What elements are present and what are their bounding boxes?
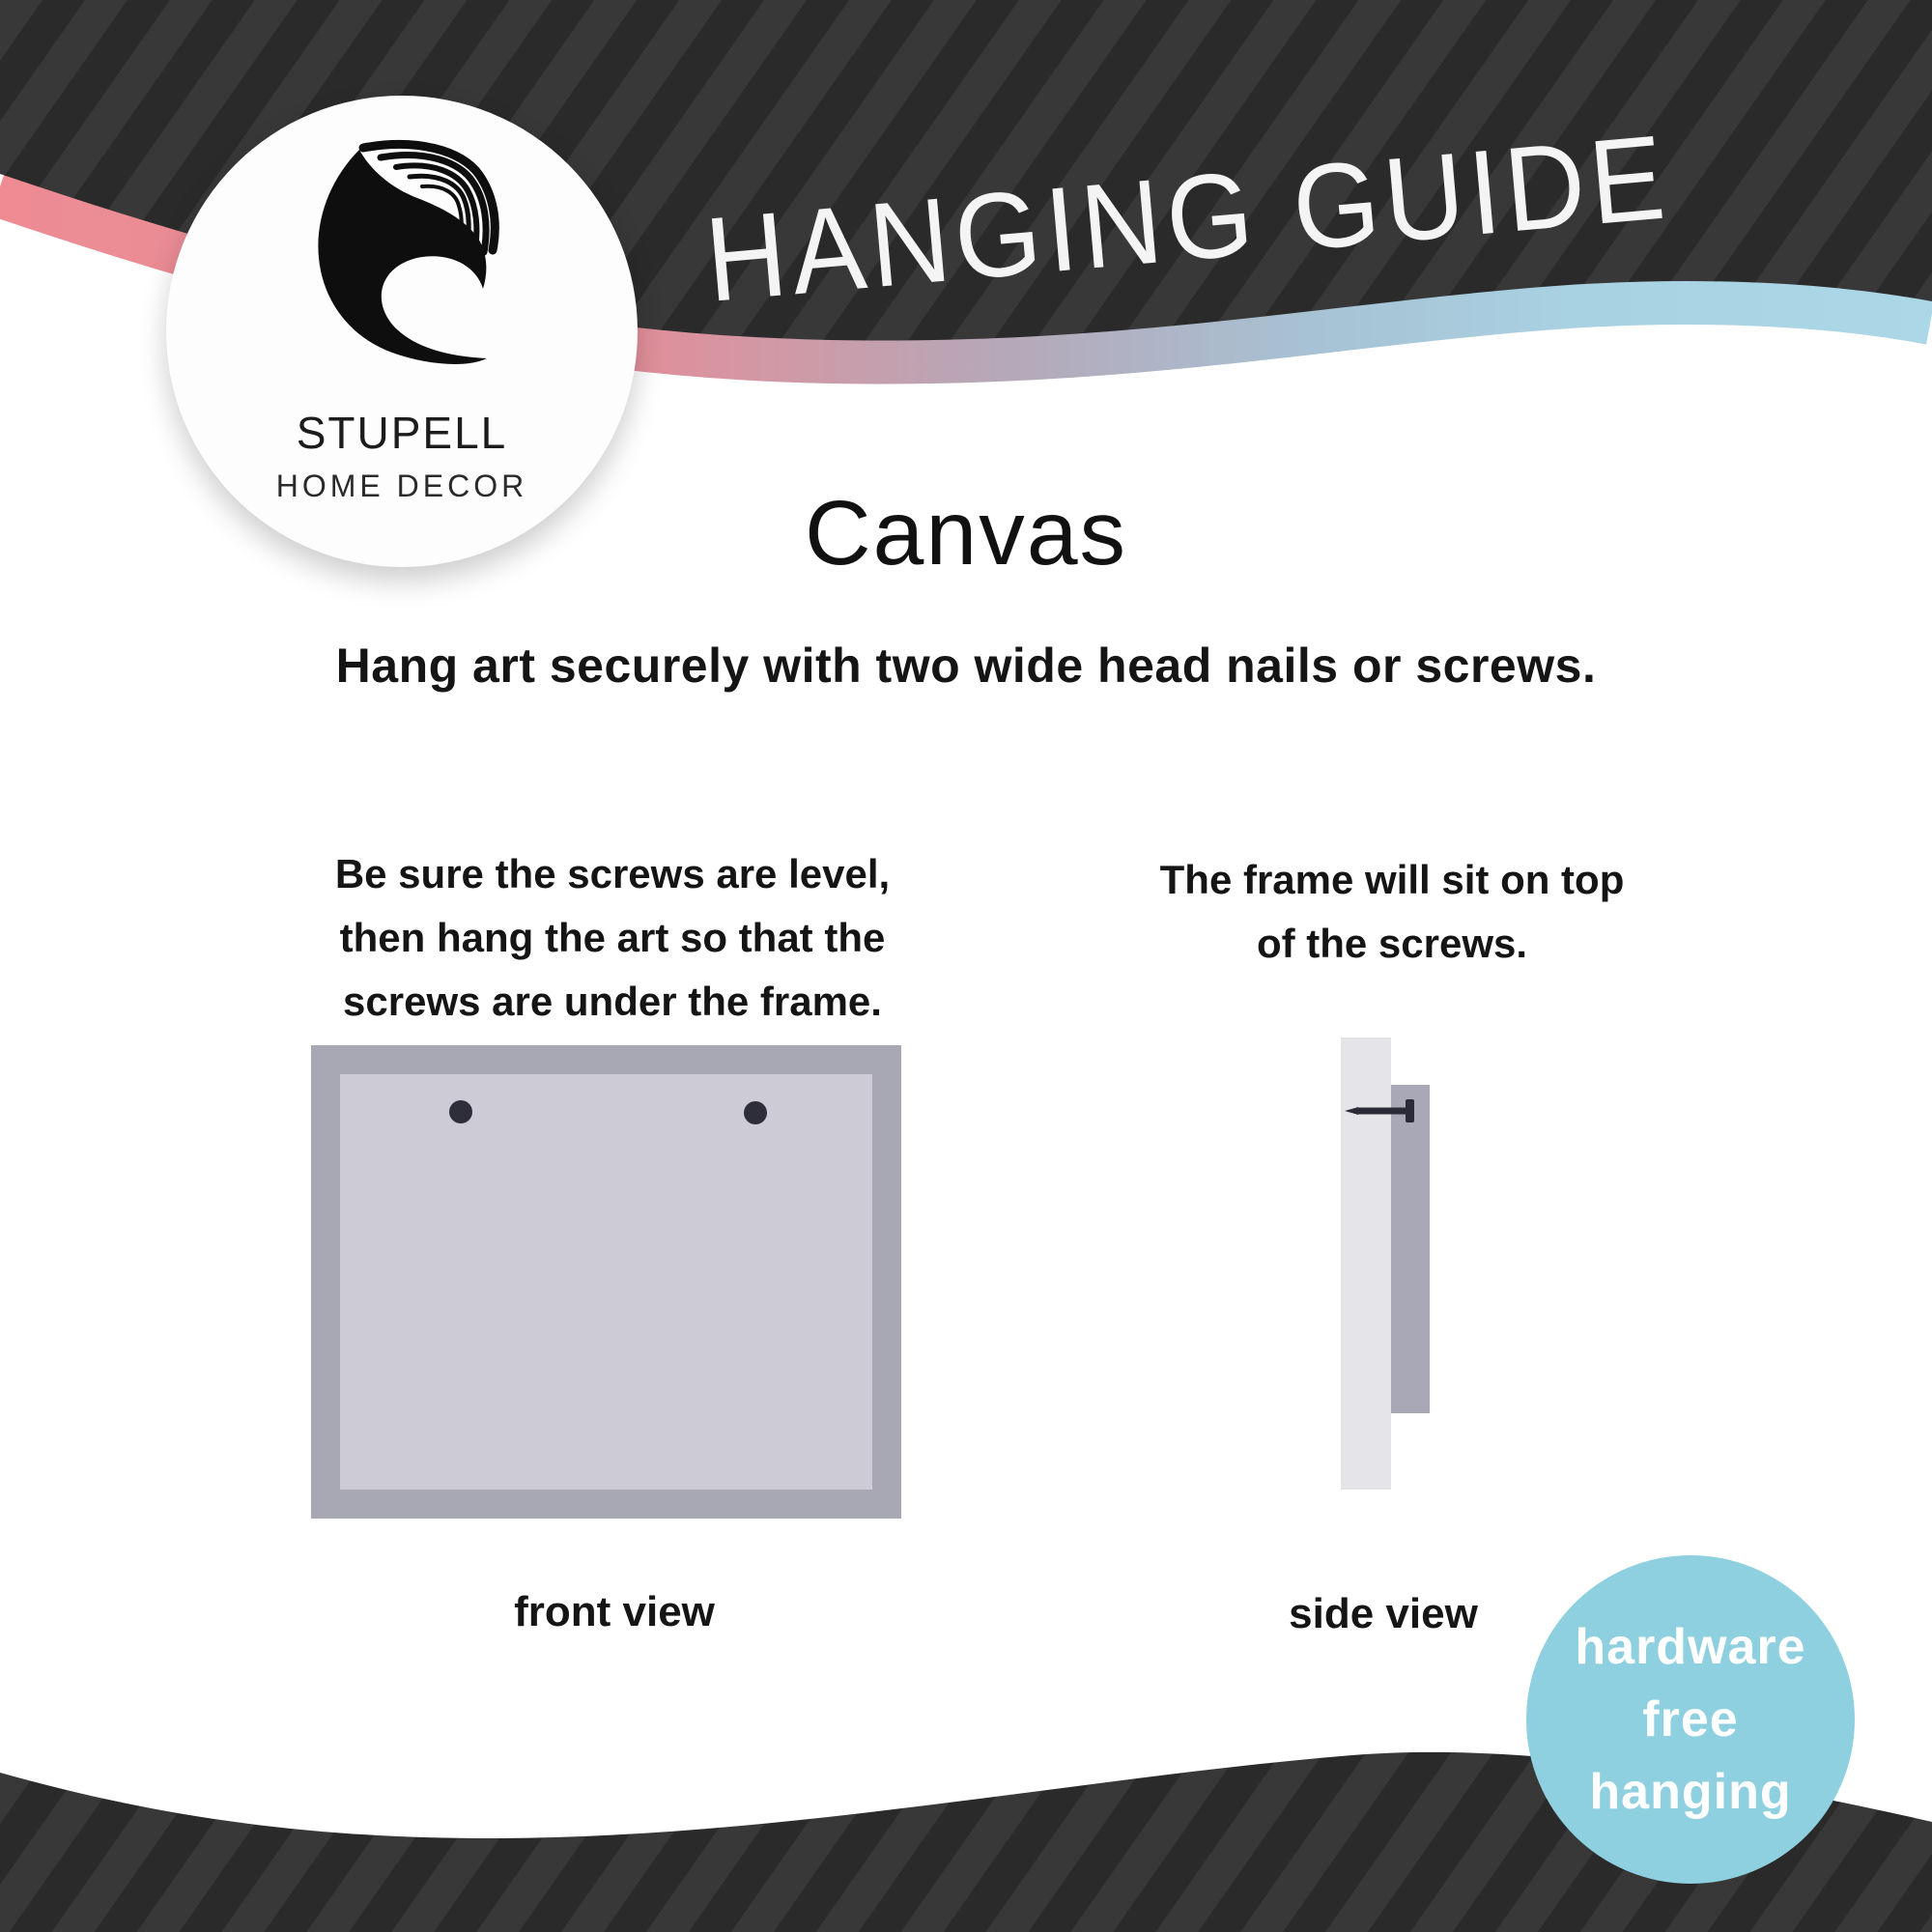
instruction-line: Be sure the screws are level, (334, 851, 891, 896)
front-view-diagram-frame (311, 1045, 901, 1519)
instruction-line: The frame will sit on top (1159, 857, 1625, 902)
nail-icon (1345, 1097, 1418, 1124)
front-view-canvas-area (340, 1074, 872, 1490)
side-view-instruction (1117, 848, 1667, 976)
header-title: HANGING GUIDE (700, 102, 1756, 327)
screw-left-icon (449, 1100, 472, 1123)
badge-line: hardware (1575, 1618, 1806, 1675)
page-subtitle: Hang art securely with two wide head nails or screws. (335, 639, 1597, 693)
side-view-caption: side view (1289, 1590, 1478, 1637)
brand-name: STUPELL (296, 408, 508, 458)
instruction-line: screws are under the frame. (343, 979, 882, 1024)
hardware-free-badge (1526, 1555, 1855, 1884)
instruction-line: then hang the art so that the (339, 915, 886, 960)
badge-line: free (1642, 1690, 1739, 1747)
stupell-s-icon (299, 136, 512, 373)
page-title: Canvas (804, 482, 1128, 584)
instruction-line: of the screws. (1256, 921, 1528, 966)
screw-right-icon (744, 1101, 767, 1124)
side-view-frame-bar (1391, 1085, 1430, 1413)
front-view-instruction (323, 842, 902, 1034)
brand-tagline: HOME DECOR (275, 469, 528, 503)
brand-logo-circle (166, 96, 638, 567)
front-view-caption: front view (514, 1588, 715, 1635)
badge-line: hanging (1589, 1763, 1792, 1820)
